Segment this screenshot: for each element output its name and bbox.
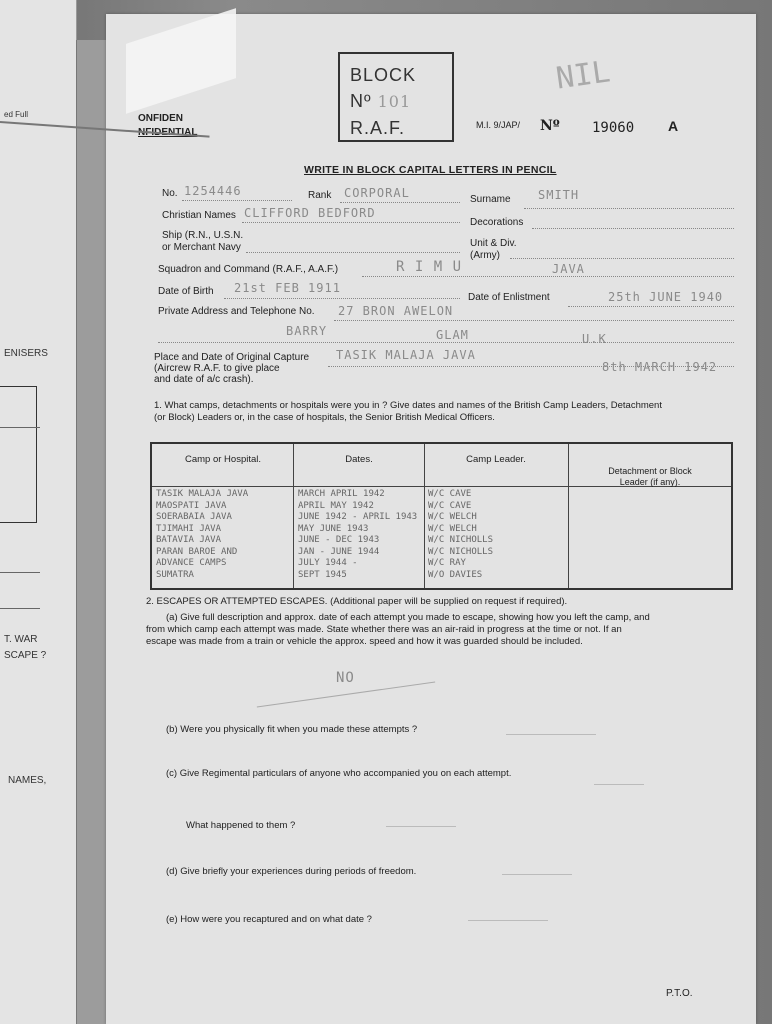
address-label: Private Address and Telephone No. xyxy=(158,306,315,317)
answer-strike xyxy=(386,826,456,827)
capture-label: Place and Date of Original Capture xyxy=(154,352,310,363)
field-rule xyxy=(340,202,460,203)
address-value: 27 BRON AWELON xyxy=(338,304,454,318)
table-cell: MARCH APRIL 1942 xyxy=(298,489,385,499)
christian-names-value: CLIFFORD BEDFORD xyxy=(244,206,376,220)
form-no-label: Nº xyxy=(540,118,560,134)
page-turn-note: P.T.O. xyxy=(666,988,693,999)
rank-value: CORPORAL xyxy=(344,186,410,200)
table-divider xyxy=(568,444,569,588)
confidential-line: ONFIDEN xyxy=(138,113,183,124)
no-value: 1254446 xyxy=(184,184,242,198)
ship-label-2: or Merchant Navy xyxy=(162,242,241,253)
stamp-line: R.A.F. xyxy=(350,118,406,138)
capture-date-value: 8th MARCH 1942 xyxy=(602,360,718,374)
stamp-line: BLOCK xyxy=(350,65,417,85)
folded-corner xyxy=(126,8,236,114)
table-cell: W/C WELCH xyxy=(428,523,477,534)
stamp-no-label: Nº xyxy=(350,91,372,111)
table-cell: W/C WELCH xyxy=(428,512,477,522)
capture-label-3: and date of a/c crash). xyxy=(154,374,254,385)
table-cell: MAOSPATI JAVA xyxy=(156,500,227,511)
capture-label-2: (Aircrew R.A.F. to give place xyxy=(154,363,280,374)
field-rule xyxy=(524,208,734,209)
left-rule xyxy=(0,427,40,428)
table-cell: APRIL MAY 1942 xyxy=(298,500,374,511)
question-2a-line: (a) Give full description and approx. date of each attempt you made to escape, showing how you left the camp, and xyxy=(166,612,650,623)
rank-label: Rank xyxy=(308,190,332,201)
left-rule xyxy=(0,572,40,573)
stamp-line xyxy=(350,88,442,115)
squadron-value: R I M U xyxy=(396,259,463,275)
table-cell: JAN - JUNE 1944 xyxy=(298,546,380,557)
unit-label: Unit & Div. xyxy=(470,238,517,249)
table-cell: JULY 1944 - xyxy=(298,558,358,568)
question-2b: (b) Were you physically fit when you made these attempts ? xyxy=(166,724,418,735)
field-rule xyxy=(328,366,734,367)
question-2a-line: from which camp each attempt was made. State whether there was an air-raid in progress at the time or not. If an xyxy=(146,624,622,635)
answer-strike xyxy=(594,784,644,785)
christian-names-label: Christian Names xyxy=(162,210,236,221)
capture-place-value: TASIK MALAJA JAVA xyxy=(336,348,476,362)
camps-table xyxy=(150,442,733,590)
address-value-2: BARRY xyxy=(286,324,328,338)
table-header: Dates. xyxy=(345,454,373,465)
table-cell: W/C NICHOLLS xyxy=(428,546,494,557)
page-title: WRITE IN BLOCK CAPITAL LETTERS IN PENCIL xyxy=(304,164,557,176)
enlistment-label: Date of Enlistment xyxy=(468,292,550,303)
question-2-title: 2. ESCAPES OR ATTEMPTED ESCAPES. (Additional paper will be supplied on request if required). xyxy=(146,596,568,607)
table-cell: TJIMAHI JAVA xyxy=(156,523,222,534)
enlistment-value: 25th JUNE 1940 xyxy=(608,290,724,304)
form-sheet xyxy=(106,14,756,1024)
table-divider xyxy=(293,444,294,588)
form-number: 19060 xyxy=(592,120,635,136)
left-box xyxy=(0,386,37,523)
surname-value: SMITH xyxy=(538,188,580,202)
table-cell: MAY JUNE 1943 xyxy=(298,523,369,534)
question-1-cont: (or Block) Leaders or, in the case of hospitals, the Senior British Medical Officers. xyxy=(154,412,495,423)
form-suffix: A xyxy=(668,118,679,134)
field-rule xyxy=(182,200,292,201)
table-cell: PARAN BAROE AND xyxy=(156,546,238,557)
unit-label-2: (Army) xyxy=(470,250,500,261)
table-cell: SOERABAIA JAVA xyxy=(156,512,232,522)
surname-label: Surname xyxy=(470,194,511,205)
table-cell: SEPT 1945 xyxy=(298,569,347,580)
ship-label: Ship (R.N., U.S.N. xyxy=(162,230,244,241)
answer-strike xyxy=(502,874,572,875)
table-cell: W/C RAY xyxy=(428,558,466,568)
question-2e: (e) How were you recaptured and on what date ? xyxy=(166,914,372,925)
dob-label: Date of Birth xyxy=(158,286,214,297)
question-2c: (c) Give Regimental particulars of anyone who accompanied you on each attempt. xyxy=(166,768,512,779)
left-rule xyxy=(0,608,40,609)
table-header: Camp or Hospital. xyxy=(184,454,262,465)
squadron-label: Squadron and Command (R.A.F., A.A.F.) xyxy=(158,264,339,275)
left-fragment: NAMES, xyxy=(8,775,47,786)
dob-value: 21st FEB 1911 xyxy=(234,281,341,295)
question-2a-line: escape was made from a train or vehicle the approx. speed and how it was guarded should be included. xyxy=(146,636,583,647)
escape-answer: NO xyxy=(336,670,355,686)
table-cell: TASIK MALAJA JAVA xyxy=(156,489,249,499)
left-fragment-top: ed Full xyxy=(4,110,29,119)
table-cell: JUNE 1942 - APRIL 1943 xyxy=(298,512,418,522)
table-cell: BATAVIA JAVA xyxy=(156,535,222,545)
left-fragment: T. WAR xyxy=(4,634,38,645)
address-value-3: GLAM xyxy=(436,328,469,342)
table-cell: SUMATRA xyxy=(156,569,194,580)
table-cell: W/C CAVE xyxy=(428,500,472,511)
question-2d: (d) Give briefly your experiences during periods of freedom. xyxy=(166,866,417,877)
field-rule xyxy=(532,228,734,229)
block-stamp xyxy=(338,52,454,142)
table-cell: W/O DAVIES xyxy=(428,569,483,580)
address-value-4: U.K xyxy=(582,332,607,346)
table-divider xyxy=(424,444,425,588)
table-cell: JUNE - DEC 1943 xyxy=(298,535,380,545)
field-rule xyxy=(510,258,734,259)
question-2c-followup: What happened to them ? xyxy=(186,820,296,831)
table-header: Camp Leader. xyxy=(466,454,526,465)
left-fragment: ENISERS xyxy=(4,348,48,359)
form-code: M.I. 9/JAP/ xyxy=(476,120,521,130)
confidential-line: NFIDENTIAL xyxy=(138,127,198,138)
table-cell: W/C CAVE xyxy=(428,489,472,499)
stamp-number: 101 xyxy=(377,92,412,111)
table-header: Detachment or Block Leader (if any). xyxy=(608,466,692,487)
left-adjacent-sheet xyxy=(0,0,77,1024)
field-rule xyxy=(362,276,734,277)
answer-strike xyxy=(506,734,596,735)
left-fragment: SCAPE ? xyxy=(4,650,47,661)
field-rule xyxy=(242,222,460,223)
field-rule xyxy=(224,298,460,299)
question-1: 1. What camps, detachments or hospitals were you in ? Give dates and names of the British Camp Leaders, Detachment xyxy=(154,400,662,411)
field-rule xyxy=(334,320,734,321)
field-rule xyxy=(158,342,734,343)
table-cell: ADVANCE CAMPS xyxy=(156,558,227,568)
handwritten-annotation: NIL xyxy=(553,54,613,97)
decorations-label: Decorations xyxy=(470,217,524,228)
squadron-value-2: JAVA xyxy=(552,262,585,276)
table-cell: W/C NICHOLLS xyxy=(428,535,494,545)
no-label: No. xyxy=(162,188,178,199)
answer-strike xyxy=(468,920,548,921)
field-rule xyxy=(246,252,460,253)
folder-spine xyxy=(76,40,107,1024)
field-rule xyxy=(568,306,734,307)
